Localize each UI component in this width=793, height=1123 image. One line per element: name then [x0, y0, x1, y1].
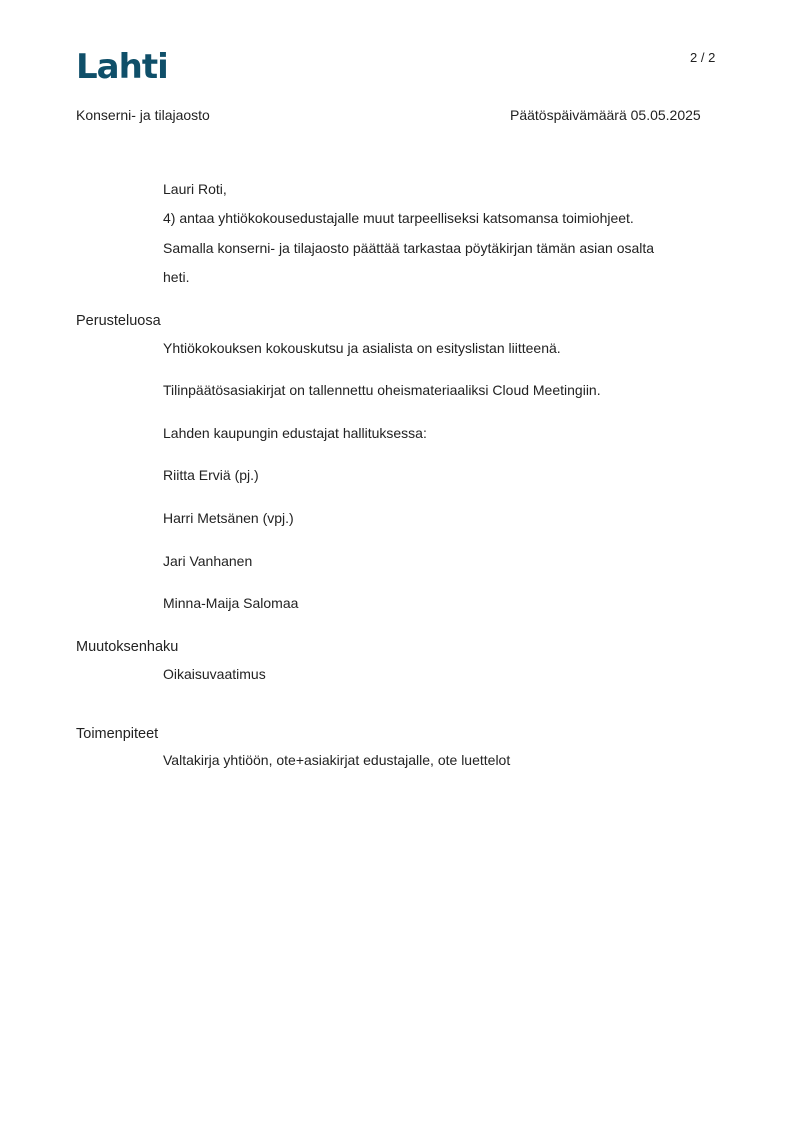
section-title-perusteluosa: Perusteluosa	[76, 313, 161, 329]
decision-line: 4) antaa yhtiökokousedustajalle muut tarpeelliseksi katsomansa toimiohjeet.	[163, 210, 634, 226]
decision-line: Samalla konserni- ja tilajaosto päättää tarkastaa pöytäkirjan tämän asian osalta	[163, 240, 655, 256]
section-title-muutoksenhaku: Muutoksenhaku	[76, 639, 179, 655]
organization-name: Konserni- ja tilajaosto	[76, 107, 210, 123]
perusteluosa-paragraph: Lahden kaupungin edustajat hallituksessa:	[163, 425, 427, 441]
svg-text:Lahti: Lahti	[76, 48, 168, 82]
board-member: Minna-Maija Salomaa	[163, 595, 299, 611]
decision-date: Päätöspäivämäärä 05.05.2025	[510, 107, 701, 123]
lahti-logo	[76, 48, 168, 82]
decision-line: Lauri Roti,	[163, 181, 227, 197]
board-member: Riitta Erviä (pj.)	[163, 467, 259, 483]
board-member: Harri Metsänen (vpj.)	[163, 510, 294, 526]
perusteluosa-paragraph: Yhtiökokouksen kokouskutsu ja asialista on esityslistan liitteenä.	[163, 340, 561, 356]
section-title-toimenpiteet: Toimenpiteet	[76, 726, 159, 742]
decision-line: heti.	[163, 269, 190, 285]
perusteluosa-paragraph: Tilinpäätösasiakirjat on tallennettu oheismateriaaliksi Cloud Meetingiin.	[163, 382, 601, 398]
toimenpiteet-text: Valtakirja yhtiöön, ote+asiakirjat edustajalle, ote luettelot	[163, 752, 511, 768]
muutoksenhaku-text: Oikaisuvaatimus	[163, 666, 266, 682]
page-number: 2 / 2	[690, 50, 716, 65]
board-member: Jari Vanhanen	[163, 553, 253, 569]
